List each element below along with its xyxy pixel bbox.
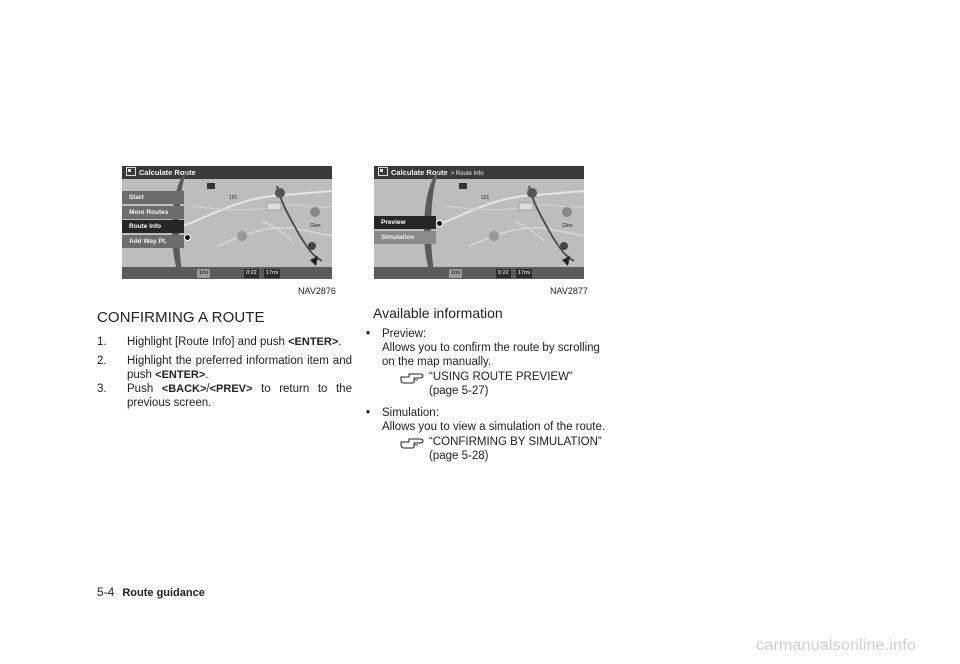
selection-dot-icon <box>436 220 443 227</box>
enter-key-label: <ENTER> <box>288 336 339 348</box>
highway-label: 101 <box>481 195 490 201</box>
info-item-preview <box>366 327 606 398</box>
watermark: carmanualsonline.info <box>756 637 916 654</box>
highway-label: 101 <box>229 195 238 201</box>
distance-readout: 17mi <box>518 270 530 276</box>
figure-caption: NAV2877 <box>550 286 588 296</box>
step-1 <box>97 335 352 349</box>
step-number: 1. <box>97 336 107 348</box>
item-description: Allows you to view a simulation of the route. <box>382 421 606 433</box>
screen-title: Calculate Route <box>139 168 196 177</box>
nav-screen-calculate-route <box>122 166 332 279</box>
info-item-simulation <box>366 406 606 463</box>
step-number: 3. <box>97 383 107 395</box>
section-heading: CONFIRMING A ROUTE <box>97 309 265 326</box>
screen-title: Calculate Route <box>391 168 448 177</box>
town-label: Glen <box>562 223 573 229</box>
step-2 <box>97 354 352 382</box>
scale-readout: 1mi <box>199 270 208 276</box>
menu-item-preview[interactable]: Preview <box>374 216 436 229</box>
screen-titlebar <box>122 166 332 179</box>
enter-key-label: <ENTER> <box>155 369 206 381</box>
step-number: 2. <box>97 355 107 367</box>
bullet-icon: • <box>366 407 371 419</box>
screen-menu <box>374 216 436 245</box>
reference-page: (page 5-28) <box>429 450 489 462</box>
item-title: Simulation: <box>382 407 439 419</box>
pointing-hand-icon <box>400 433 424 449</box>
town-label: Glen <box>310 223 321 229</box>
cross-reference <box>429 435 606 463</box>
key-separator: / <box>206 383 210 395</box>
step-text: Highlight [Route Info] and push <box>127 336 289 348</box>
screen-statusbar <box>122 267 332 279</box>
reference-title: “USING ROUTE PREVIEW” <box>429 371 573 383</box>
step-text-end: to return to the previous screen. <box>127 383 352 409</box>
back-key-label: <BACK> <box>161 383 207 395</box>
breadcrumb: > Route Info <box>450 171 484 177</box>
page-number: 5-4 <box>97 585 115 599</box>
nav-screen-route-info <box>374 166 584 279</box>
menu-item-route-info[interactable]: Route Info <box>122 220 184 233</box>
menu-item-add-way-pt[interactable]: Add Way Pt. <box>122 235 184 248</box>
pointing-hand-icon <box>400 368 424 384</box>
time-readout: 0:22 <box>246 270 257 276</box>
screen-menu <box>122 191 184 249</box>
scale-readout: 1mi <box>451 270 460 276</box>
step-text: Push <box>127 383 162 395</box>
bullet-icon: • <box>366 328 371 340</box>
menu-item-start[interactable]: Start <box>122 191 184 204</box>
screen-statusbar <box>374 267 584 279</box>
subsection-heading: Available information <box>373 305 503 321</box>
reference-page: (page 5-27) <box>429 385 489 397</box>
reference-title: “CONFIRMING BY SIMULATION” <box>429 436 602 448</box>
step-3 <box>97 382 352 410</box>
menu-item-more-routes[interactable]: More Routes <box>122 206 184 219</box>
time-readout: 0:22 <box>498 270 509 276</box>
screen-titlebar <box>374 166 584 179</box>
item-title: Preview: <box>382 328 427 340</box>
step-text-end: . <box>338 336 342 348</box>
distance-readout: 17mi <box>266 270 278 276</box>
figure-caption: NAV2876 <box>298 286 336 296</box>
cross-reference <box>429 370 606 398</box>
menu-item-simulation[interactable]: Simulation <box>374 231 436 244</box>
step-text: Highlight the preferred information item and push <box>127 355 352 381</box>
item-description: Allows you to confirm the route by scrolling on the map manually. <box>382 342 600 368</box>
selection-dot-icon <box>184 234 191 241</box>
route-icon <box>378 167 388 176</box>
page-footer <box>97 583 205 601</box>
step-text-end: . <box>205 369 209 381</box>
prev-key-label: <PREV> <box>209 383 253 395</box>
route-icon <box>126 167 136 176</box>
section-name: Route guidance <box>122 587 205 599</box>
